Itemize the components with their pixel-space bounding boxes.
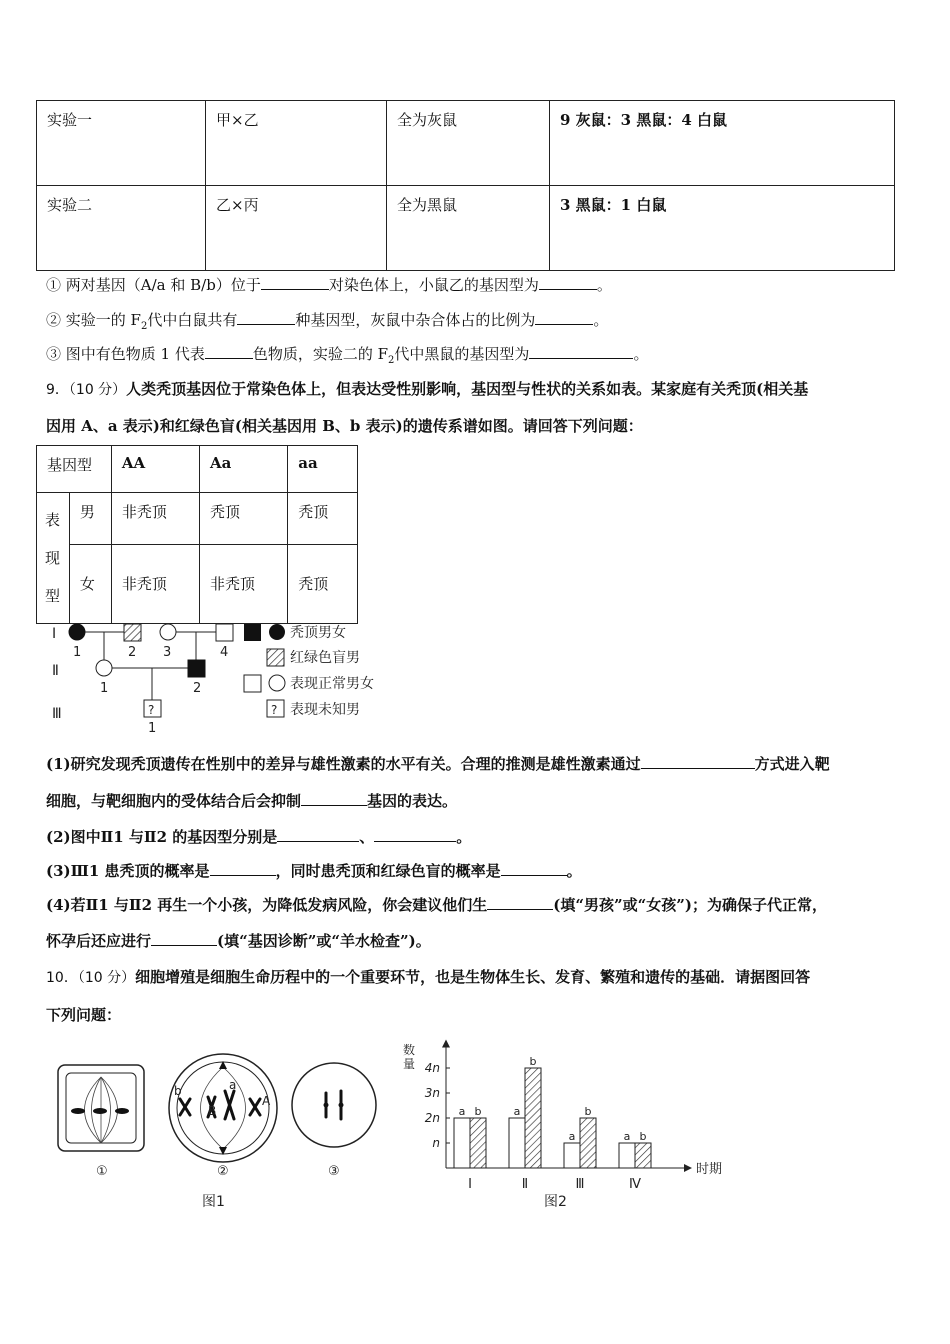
legend-text: 红绿色盲男 — [290, 650, 360, 666]
x-tick-label: Ⅰ — [468, 1177, 472, 1192]
answer-blank[interactable] — [374, 827, 456, 842]
pedigree-chart — [40, 618, 390, 738]
cell-3-outline — [292, 1063, 376, 1147]
legend-normal-female-icon — [269, 675, 285, 691]
answer-blank[interactable] — [261, 275, 329, 290]
q9-intro-2: 因用 A、a 表示)和红绿色盲(相关基因用 B、b 表示)的遗传系谱如图。请回答下列问题： — [46, 417, 643, 435]
bar-a-1 — [454, 1118, 470, 1168]
q10-intro-2: 下列问题： — [46, 1006, 122, 1024]
table1-row1-cross: 甲×乙 — [206, 101, 387, 186]
row-label-phenotype — [37, 493, 70, 624]
subscript: 2 — [140, 321, 148, 332]
table1-row2-cross: 乙×丙 — [206, 186, 387, 271]
q9-text: 。 — [456, 828, 472, 846]
bar-label-a: a — [568, 1130, 576, 1143]
q9-text: 怀孕后还应进行 — [46, 932, 152, 950]
genotype-table — [36, 445, 358, 624]
bar-b-4 — [635, 1143, 651, 1168]
gen-label-3: Ⅲ — [52, 706, 62, 722]
q8-text: ② 实验一的 F — [46, 311, 141, 329]
header-genotype: 基因型 — [37, 446, 112, 493]
gen-label-1: Ⅰ — [52, 626, 57, 642]
female-label: 女 — [69, 544, 111, 623]
y-axis-label: 量 — [403, 1057, 416, 1071]
bar-label-a: a — [623, 1130, 631, 1143]
figure2-caption: 图2 — [544, 1194, 567, 1210]
female-Aa: 非秃顶 — [200, 544, 288, 623]
bar-b-3 — [580, 1118, 596, 1168]
male-label: 男 — [69, 493, 111, 545]
q9-sub4-line2 — [46, 930, 431, 951]
question-number: 9．（10 分） — [46, 382, 127, 398]
legend-colorblind-icon — [267, 649, 284, 666]
bar-label-b: b — [529, 1055, 537, 1068]
q9-text: 基因的表达。 — [367, 792, 458, 810]
x-axis-label: 时期 — [696, 1162, 723, 1177]
bar-a-3 — [564, 1143, 580, 1168]
y-tick-label: 2n — [424, 1111, 440, 1125]
male-aa: 秃顶 — [288, 493, 358, 545]
answer-blank[interactable] — [641, 754, 755, 769]
table1-row1-f2: 9 灰鼠：3 黑鼠：4 白鼠 — [550, 101, 895, 186]
id-label: 2 — [128, 645, 137, 660]
q9-text: (4)若Ⅱ1 与Ⅱ2 再生一个小孩，为降低发病风险，你会建议他们生 — [46, 896, 488, 914]
answer-blank[interactable] — [237, 310, 295, 325]
header-AA: AA — [111, 446, 199, 493]
bald-male-II2 — [188, 660, 205, 677]
answer-blank[interactable] — [210, 861, 276, 876]
table1-row2-name: 实验二 — [37, 186, 206, 271]
normal-female-I3 — [160, 624, 176, 640]
figure1-cell-division — [48, 1055, 388, 1215]
q8-line3 — [46, 343, 648, 366]
q9-text: 细胞，与靶细胞内的受体结合后会抑制 — [46, 792, 302, 810]
q8-text: 对染色体上，小鼠乙的基因型为 — [328, 276, 539, 294]
female-aa: 秃顶 — [288, 544, 358, 623]
table1-row2-f1: 全为黑鼠 — [387, 186, 550, 271]
chromosome-label: B — [208, 1104, 217, 1118]
male-AA: 非秃顶 — [111, 493, 199, 545]
q9-text: 人类秃顶基因位于常染色体上，但表达受性别影响，基因型与性状的关系如表。某家庭有关秃顶(相关基 — [126, 380, 809, 398]
header-aa: aa — [288, 446, 358, 493]
table1-row1-name: 实验一 — [37, 101, 206, 186]
bar-a-4 — [619, 1143, 635, 1168]
id-label: 3 — [163, 645, 172, 660]
y-axis-arrow — [442, 1040, 450, 1048]
table1-row2-f2: 3 黑鼠：1 白鼠 — [550, 186, 895, 271]
answer-blank[interactable] — [501, 861, 567, 876]
q9-sub3 — [46, 860, 582, 881]
q8-text: 代中白鼠共有 — [147, 311, 238, 329]
cell-label-2: ② — [217, 1164, 229, 1179]
answer-blank[interactable] — [539, 275, 597, 290]
legend-bald-female-icon — [269, 624, 285, 640]
bar-label-b: b — [639, 1130, 647, 1143]
q8-text: 。 — [593, 311, 609, 329]
bar-label-b: b — [474, 1105, 482, 1118]
y-tick-label: n — [432, 1136, 440, 1150]
bar-b-1 — [470, 1118, 486, 1168]
question-number: 10．（10 分） — [46, 970, 136, 986]
label-char: 型 — [45, 587, 61, 605]
x-tick-label: Ⅱ — [521, 1177, 529, 1192]
q8-text: 色物质，实验二的 F — [252, 345, 389, 363]
legend-bald-male-icon — [244, 624, 261, 641]
chromosome-label: b — [174, 1084, 182, 1098]
y-tick-label: 4n — [424, 1061, 440, 1075]
bald-female-I1 — [69, 624, 85, 640]
chromosome-label: a — [229, 1078, 237, 1092]
q9-sub4-line1 — [46, 894, 827, 915]
q10-intro-1 — [46, 966, 810, 987]
q9-text: (2)图中Ⅱ1 与Ⅱ2 的基因型分别是 — [46, 828, 278, 846]
q8-line1 — [46, 274, 612, 295]
q8-text: ③ 图中有色物质 1 代表 — [46, 345, 205, 363]
x-tick-label: Ⅳ — [629, 1177, 641, 1192]
bar-b-2 — [525, 1068, 541, 1168]
legend-normal-male-icon — [244, 675, 261, 692]
normal-male-I4 — [216, 624, 233, 641]
bar-label-a: a — [513, 1105, 521, 1118]
chromosome-label: A — [262, 1094, 271, 1108]
answer-blank[interactable] — [535, 310, 593, 325]
answer-blank[interactable] — [151, 931, 217, 946]
q9-text: 方式进入靶 — [754, 755, 830, 773]
label-char: 现 — [45, 549, 61, 567]
q9-text: (填“基因诊断”或“羊水检查”)。 — [217, 932, 431, 950]
unknown-mark: ? — [148, 703, 155, 717]
q8-text: 。 — [633, 345, 649, 363]
gen-label-2: Ⅱ — [52, 663, 59, 679]
q9-intro-1 — [46, 378, 808, 399]
bar-label-a: a — [458, 1105, 466, 1118]
answer-blank[interactable] — [205, 344, 253, 359]
id-label: 1 — [73, 645, 82, 660]
legend-text: 表现正常男女 — [290, 676, 374, 692]
q9-sub2 — [46, 826, 471, 847]
q8-text: 种基因型，灰鼠中杂合体占的比例为 — [295, 311, 536, 329]
y-axis-label: 数 — [403, 1043, 416, 1057]
normal-female-II1 — [96, 660, 112, 676]
q8-text: 。 — [596, 276, 612, 294]
q9-text: ，同时患秃顶和红绿色盲的概率是 — [275, 862, 501, 880]
experiment-table — [36, 100, 895, 271]
id-label: 2 — [193, 681, 202, 696]
q9-text: 。 — [566, 862, 582, 880]
q9-text: 、 — [359, 828, 375, 846]
q8-text: ① 两对基因（A/a 和 B/b）位于 — [46, 276, 261, 294]
id-label: 1 — [148, 721, 157, 736]
female-AA: 非秃顶 — [111, 544, 199, 623]
legend-text: 表现未知男 — [290, 702, 360, 718]
q8-text: 代中黑鼠的基因型为 — [394, 345, 530, 363]
male-Aa: 秃顶 — [200, 493, 288, 545]
chromosomes-cell-2 — [180, 1091, 260, 1119]
answer-blank[interactable] — [301, 791, 367, 806]
q9-sub1-line1 — [46, 753, 830, 774]
y-tick-label: 3n — [424, 1086, 440, 1100]
table1-row1-f1: 全为灰鼠 — [387, 101, 550, 186]
colorblind-male-I2 — [124, 624, 141, 641]
answer-blank[interactable] — [529, 344, 633, 359]
id-label: 1 — [100, 681, 109, 696]
q9-sub1-line2 — [46, 790, 457, 811]
q10-text: 细胞增殖是细胞生命历程中的一个重要环节，也是生物体生长、发育、繁殖和遗传的基础．请据图回答 — [135, 968, 811, 986]
q8-line2 — [46, 309, 608, 332]
x-axis-arrow — [684, 1164, 692, 1172]
unknown-mark: ? — [271, 703, 278, 717]
answer-blank[interactable] — [277, 827, 359, 842]
q9-text: (3)Ⅲ1 患秃顶的概率是 — [46, 862, 210, 880]
answer-blank[interactable] — [487, 895, 553, 910]
cell-label-3: ③ — [328, 1164, 340, 1179]
bar-a-2 — [509, 1118, 525, 1168]
bar-label-b: b — [584, 1105, 592, 1118]
cell-label-1: ① — [96, 1164, 108, 1179]
chromosomes-cell-1 — [71, 1108, 129, 1114]
x-tick-label: Ⅲ — [575, 1177, 585, 1192]
subscript: 2 — [388, 355, 395, 366]
q9-text: (1)研究发现秃顶遗传在性别中的差异与雄性激素的水平有关。合理的推测是雄性激素通过 — [46, 755, 641, 773]
figure1-caption: 图1 — [202, 1194, 225, 1210]
label-char: 表 — [45, 511, 61, 529]
q9-text: (填“男孩”或“女孩”)；为确保子代正常， — [553, 896, 827, 914]
id-label: 4 — [220, 645, 229, 660]
figure2-bar-chart — [398, 1038, 723, 1218]
legend-text: 秃顶男女 — [290, 625, 346, 641]
header-Aa: Aa — [200, 446, 288, 493]
